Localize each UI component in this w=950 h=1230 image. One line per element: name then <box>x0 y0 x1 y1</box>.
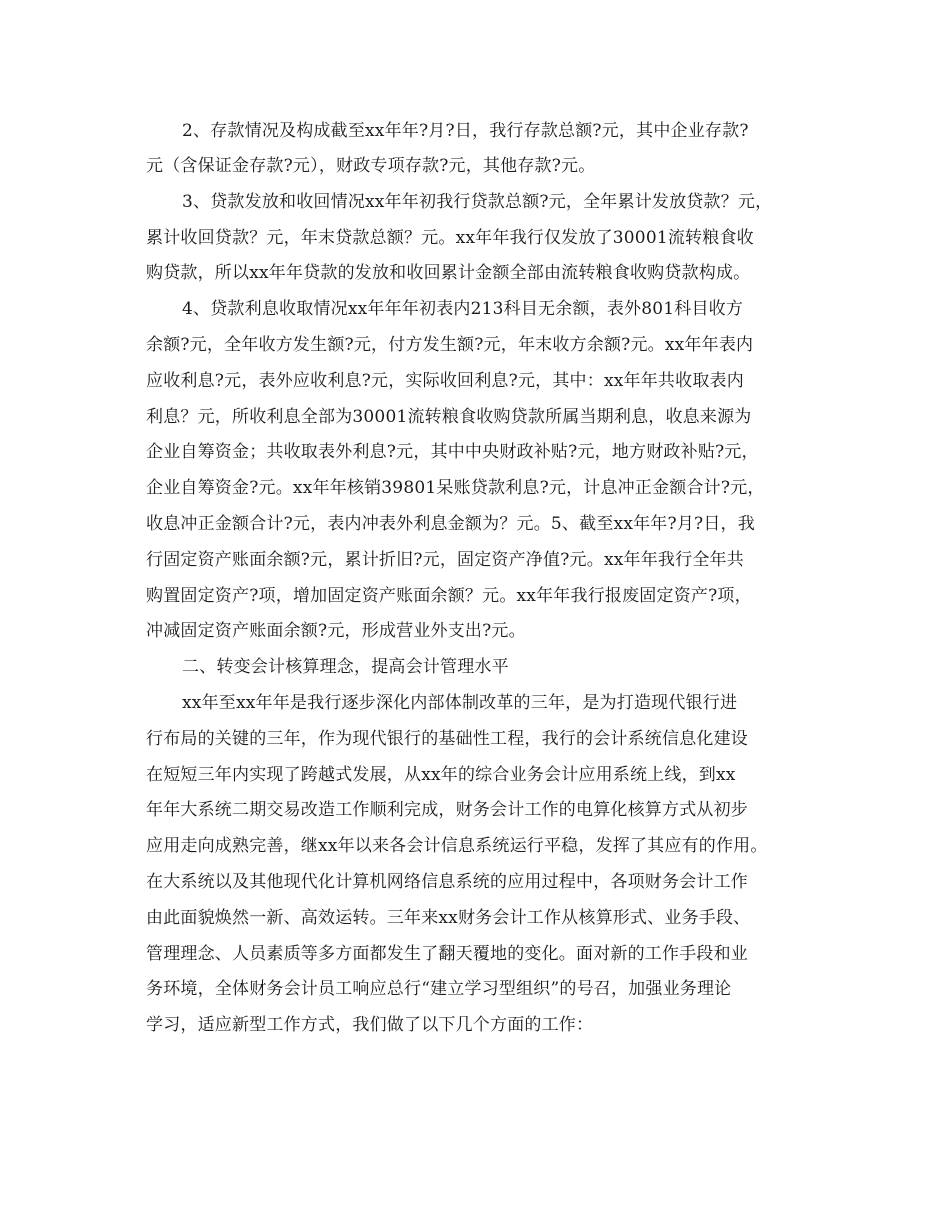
text-line: 冲减固定资产账面余额?元，形成营业外支出?元。 <box>146 621 526 641</box>
text-line: 应用走向成熟完善，继xx年以来各会计信息系统运行平稳，发挥了其应有的作用。 <box>146 836 768 856</box>
text-line: 在大系统以及其他现代化计算机网络信息系统的应用过程中，各项财务会计工作 <box>146 872 748 892</box>
text-line: 企业自筹资金；共收取表外利息?元，其中中央财政补贴?元，地方财政补贴?元， <box>146 442 759 462</box>
text-line: 行固定资产账面余额?元，累计折旧?元，固定资产净值?元。xx年年我行全年共 <box>146 550 744 570</box>
text-line: 收息冲正金额合计?元，表内冲表外利息金额为？元。5、截至xx年年?月?日，我 <box>146 514 755 534</box>
text-line: 企业自筹资金?元。xx年年核销39801呆账贷款利息?元，计息冲正金额合计?元， <box>146 478 765 498</box>
text-line: 累计收回贷款？元，年末贷款总额？元。xx年年我行仅发放了30001流转粮食收 <box>146 228 754 248</box>
text-line: 元（含保证金存款?元），财政专项存款?元，其他存款?元。 <box>146 156 596 176</box>
text-line: 2、存款情况及构成截至xx年年?月?日，我行存款总额?元，其中企业存款? <box>182 121 749 141</box>
text-line: 利息？元，所收利息全部为30001流转粮食收购贷款所属当期利息，收息来源为 <box>146 407 752 427</box>
text-line: 行布局的关键的三年，作为现代银行的基础性工程，我行的会计系统信息化建设 <box>146 729 748 749</box>
text-line: 在短短三年内实现了跨越式发展，从xx年的综合业务会计应用系统上线，到xx <box>146 765 736 785</box>
text-line: 购贷款，所以xx年年贷款的发放和收回累计金额全部由流转粮食收购贷款构成。 <box>146 263 751 283</box>
text-line: 3、贷款发放和收回情况xx年年初我行贷款总额?元，全年累计发放贷款？元， <box>182 192 773 212</box>
text-line: 年年大系统二期交易改造工作顺利完成，财务会计工作的电算化核算方式从初步 <box>146 800 748 820</box>
text-line: 管理理念、人员素质等多方面都发生了翻天覆地的变化。面对新的工作手段和业 <box>146 944 748 964</box>
text-line: 学习，适应新型工作方式，我们做了以下几个方面的工作： <box>146 1015 594 1035</box>
text-line: 由此面貌焕然一新、高效运转。三年来xx财务会计工作从核算形式、业务手段、 <box>146 908 751 928</box>
text-line: 余额?元，全年收方发生额?元，付方发生额?元，年末收方余额?元。xx年年表内 <box>146 335 754 355</box>
text-line: 4、贷款利息收取情况xx年年年初表内213科目无余额，表外801科目收方 <box>182 299 744 319</box>
text-line: 应收利息?元，表外应收利息?元，实际收回利息?元，其中：xx年年共收取表内 <box>146 371 744 391</box>
section-heading: 二、转变会计核算理念，提高会计管理水平 <box>182 657 509 677</box>
text-line: 购置固定资产?项，增加固定资产账面余额？元。xx年年我行报废固定资产?项， <box>146 586 752 606</box>
text-line: xx年至xx年年是我行逐步深化内部体制改革的三年，是为打造现代银行进 <box>182 693 738 713</box>
text-line: 务环境，全体财务会计员工响应总行“建立学习型组织”的号召，加强业务理论 <box>146 979 732 999</box>
